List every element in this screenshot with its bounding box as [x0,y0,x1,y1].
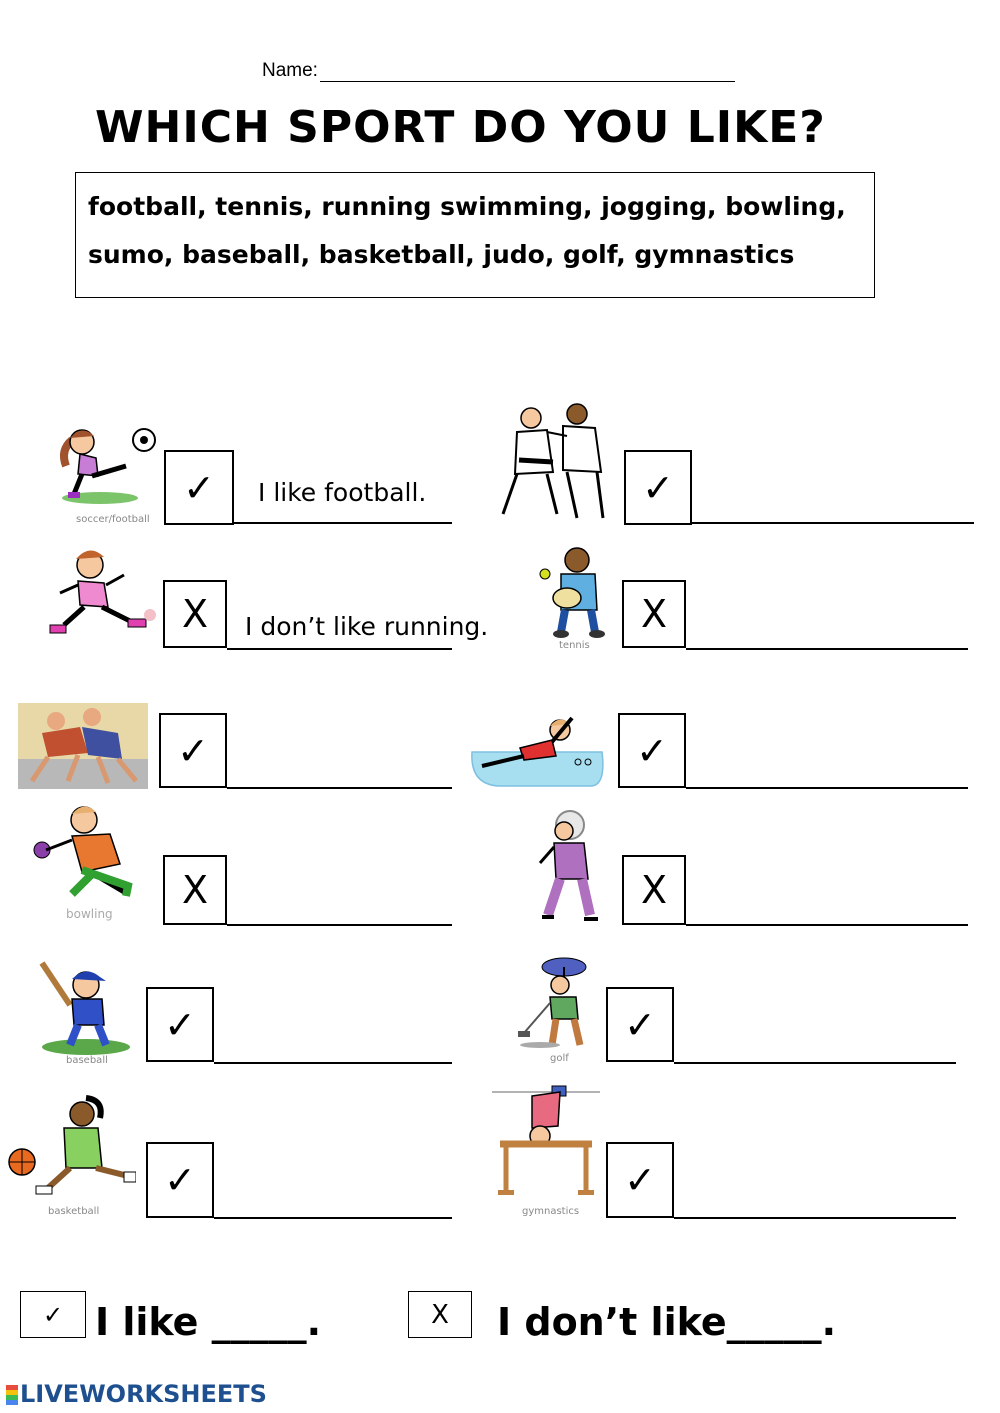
answer-line[interactable] [674,1217,956,1219]
check-box: ✓ [146,987,214,1062]
check-box: ✓ [146,1142,214,1218]
legend-like-text: I like _____. [95,1300,322,1344]
legend-cross-box: X [408,1291,472,1338]
answer-line[interactable] [674,1062,956,1064]
gymnastics-picture [492,1082,604,1220]
answer-line[interactable] [234,522,452,524]
check-box: ✓ [606,987,674,1062]
logo-text: LIVEWORKSHEETS [20,1380,267,1408]
check-box: ✓ [618,713,686,788]
check-box: ✓ [606,1142,674,1218]
picture-caption: baseball [66,1055,108,1066]
answer-line[interactable] [214,1062,452,1064]
swimming-picture [468,708,608,790]
baseball-picture [30,955,136,1067]
check-box: ✓ [159,713,227,788]
name-blank[interactable] [320,63,735,82]
answer-line[interactable] [227,924,452,926]
picture-caption: tennis [559,640,590,651]
answer-line[interactable] [686,648,968,650]
name-label: Name: [262,60,318,81]
legend-dislike-text: I don’t like_____. [497,1300,837,1344]
picture-caption: soccer/football [76,514,150,525]
cross-box: X [622,855,686,925]
football-picture [52,420,164,526]
answer-line[interactable] [692,522,974,524]
word-bank-line-2: sumo, baseball, basketball, judo, golf, gymnastics [88,240,795,269]
answer-line[interactable] [227,787,452,789]
sumo-picture [18,703,148,789]
judo-picture [497,402,619,526]
cross-box: X [622,580,686,648]
tennis-picture [525,540,613,652]
word-bank-line-1: football, tennis, running swimming, jogging, bowling, [88,192,846,221]
answer-line[interactable] [686,787,968,789]
picture-caption: golf [550,1053,569,1064]
answer-line[interactable] [227,648,452,650]
legend-check-box: ✓ [20,1291,86,1338]
logo-icon [6,1385,18,1405]
running-picture [44,545,160,647]
liveworksheets-logo [6,1380,267,1408]
answer-text[interactable]: I like football. [258,478,427,507]
check-box: ✓ [624,450,692,525]
name-field-label [262,60,735,82]
answer-text[interactable]: I don’t like running. [245,612,489,641]
picture-caption: bowling [66,907,113,921]
cross-box: X [163,855,227,925]
picture-caption: gymnastics [522,1206,580,1217]
word-bank [75,172,875,298]
answer-line[interactable] [214,1217,452,1219]
jogging-picture [532,805,604,929]
basketball-picture [8,1092,136,1220]
answer-line[interactable] [686,924,968,926]
cross-box: X [163,580,227,648]
page-title: WHICH SPORT DO YOU LIKE? [95,102,826,153]
bowling-picture [32,800,148,925]
picture-caption: basketball [48,1206,100,1217]
golf-picture [510,953,606,1065]
check-box: ✓ [164,450,234,525]
